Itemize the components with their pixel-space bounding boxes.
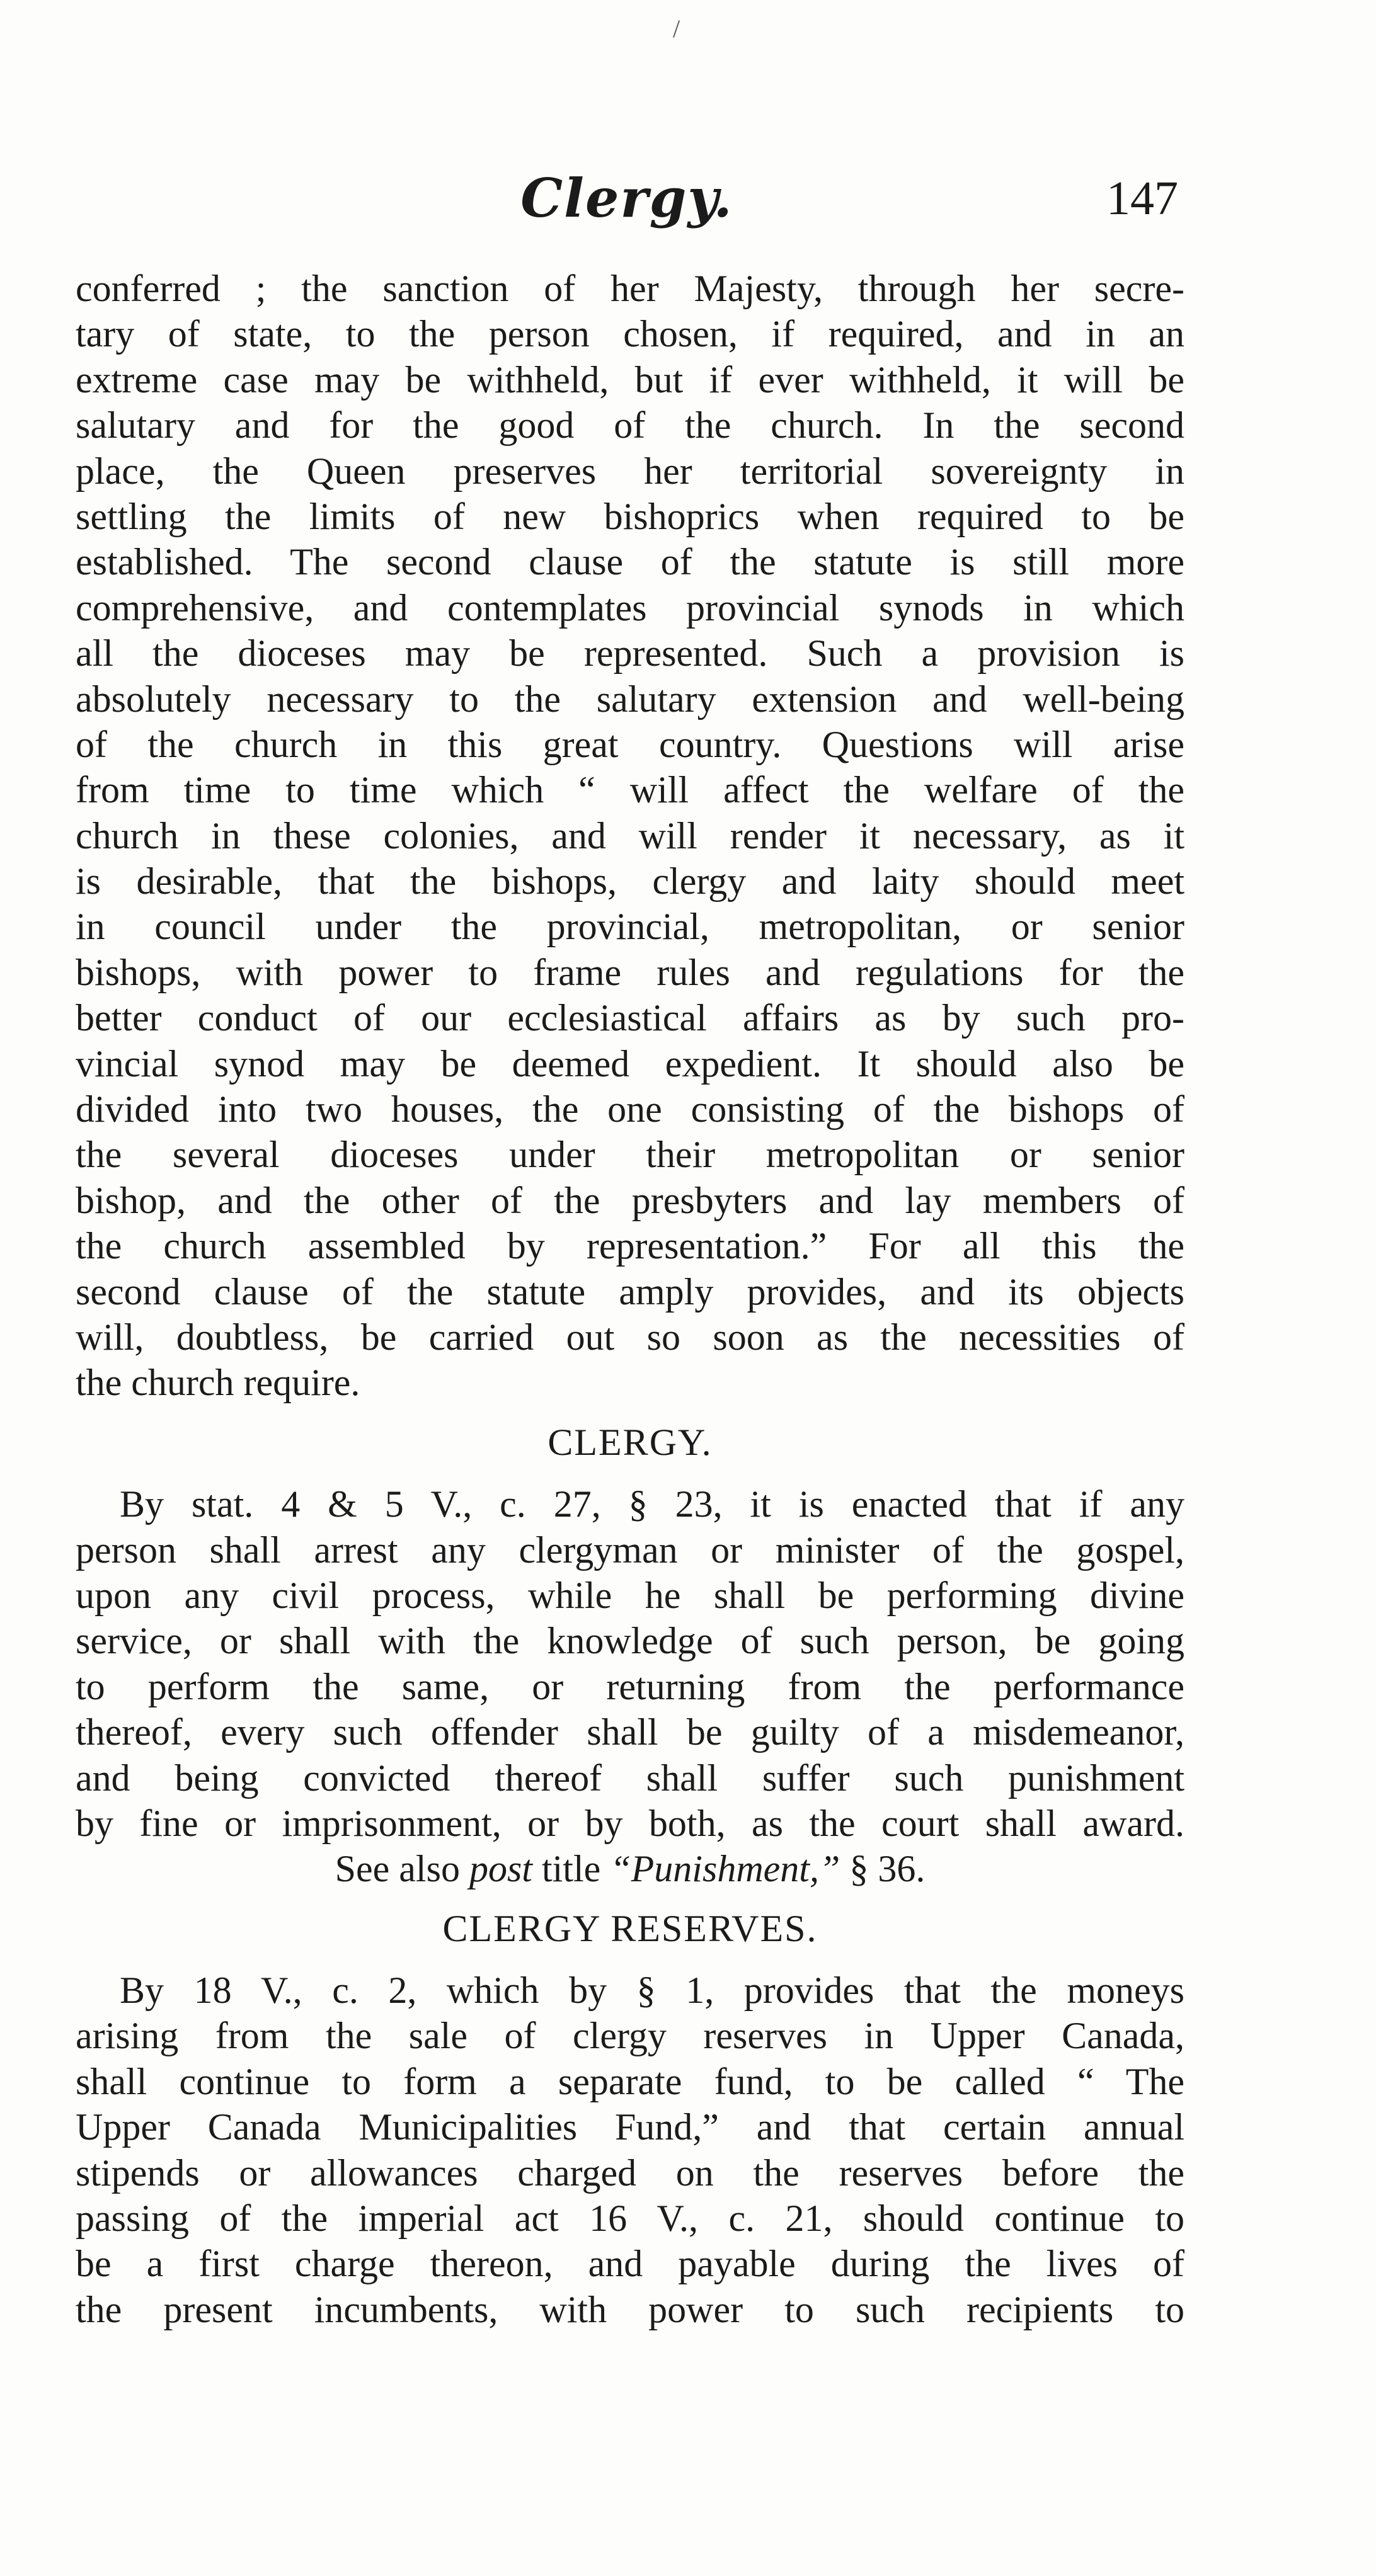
- margin-mark: /: [673, 14, 680, 43]
- text-line: passing of the imperial act 16 V., c. 21, should continue to: [76, 2197, 1184, 2240]
- text-line: bishop, and the other of the presbyters and lay members of: [76, 1179, 1184, 1221]
- see-also-mid: title: [532, 1848, 611, 1890]
- text-line: be a first charge thereon, and payable during the lives of: [76, 2243, 1184, 2285]
- page-number: 147: [1106, 172, 1178, 225]
- text-line: the present incumbents, with power to such recipients to: [76, 2288, 1184, 2330]
- text-line: person shall arrest any clergyman or minister of the gospel,: [76, 1529, 1184, 1571]
- text-line: thereof, every such offender shall be guilty of a misdemeanor,: [76, 1711, 1184, 1753]
- text-line: second clause of the statute amply provides, and its objects: [76, 1270, 1184, 1313]
- text-line: arising from the sale of clergy reserves in Upper Canada,: [76, 2015, 1184, 2057]
- text-line: bishops, with power to frame rules and regulations for the: [76, 951, 1184, 993]
- paragraph-clergy: [76, 1481, 1184, 1892]
- text-line: church in these colonies, and will render it necessary, as it: [76, 814, 1184, 857]
- text-line: is desirable, that the bishops, clergy and laity should meet: [76, 860, 1184, 903]
- see-also-title: “Punishment,”: [610, 1848, 840, 1890]
- text-line: By stat. 4 & 5 V., c. 27, § 23, it is enacted that if any: [120, 1483, 1184, 1525]
- text-line: from time to time which “ will affect the welfare of the: [76, 769, 1184, 811]
- section-heading-clergy-reserves: CLERGY RESERVES.: [442, 1907, 818, 1949]
- text-line: absolutely necessary to the salutary extension and well-being: [76, 678, 1184, 720]
- text-line: conferred ; the sanction of her Majesty, through her secre-: [76, 268, 1184, 309]
- running-head: [76, 167, 1178, 230]
- text-line: vincial synod may be deemed expedient. It should also be: [76, 1042, 1184, 1085]
- text-line: of the church in this great country. Questions will arise: [76, 723, 1184, 765]
- text-line: the several dioceses under their metropolitan or senior: [76, 1134, 1184, 1176]
- see-also-suffix: § 36.: [840, 1848, 926, 1890]
- body-text: [76, 266, 1184, 2332]
- text-line: all the dioceses may be represented. Such a provision is: [76, 632, 1184, 675]
- text-line: Upper Canada Municipalities Fund,” and that certain annual: [76, 2106, 1184, 2148]
- text-line: By 18 V., c. 2, which by § 1, provides that the moneys: [120, 1969, 1184, 2012]
- text-line: and being convicted thereof shall suffer such punishment: [76, 1757, 1184, 1799]
- text-line: better conduct of our ecclesiastical affairs as by such pro-: [76, 997, 1184, 1039]
- text-line: service, or shall with the knowledge of such person, be going: [76, 1620, 1184, 1662]
- text-line: upon any civil process, while he shall be performing divine: [76, 1574, 1184, 1616]
- text-line: will, doubtless, be carried out so soon as the necessities of: [76, 1316, 1184, 1358]
- text-line: to perform the same, or returning from the performance: [76, 1665, 1184, 1707]
- text-line: stipends or allowances charged on the reserves before the: [76, 2151, 1184, 2194]
- text-line: in council under the provincial, metropolitan, or senior: [76, 906, 1184, 948]
- text-line: divided into two houses, the one consisting of the bishops of: [76, 1088, 1184, 1131]
- text-line: settling the limits of new bishoprics when required to be: [76, 495, 1184, 537]
- paragraph-clergy-reserves: [76, 1968, 1184, 2332]
- text-line: shall continue to form a separate fund, to be called “ The: [76, 2060, 1184, 2102]
- text-line: place, the Queen preserves her territorial sovereignty in: [76, 450, 1184, 492]
- see-also-post: post: [469, 1848, 532, 1890]
- text-line: extreme case may be withheld, but if ever withheld, it will be: [76, 358, 1184, 401]
- text-line: by fine or imprisonment, or by both, as the court shall award.: [76, 1802, 1184, 1844]
- see-also-reference: [76, 1846, 1184, 1891]
- text-line: established. The second clause of the statute is still more: [76, 541, 1184, 583]
- see-also-prefix: See also: [335, 1848, 469, 1890]
- paragraph-continued: [76, 266, 1184, 1406]
- text-line: the church require.: [76, 1362, 360, 1404]
- text-line: comprehensive, and contemplates provincial synods in which: [76, 586, 1184, 629]
- running-title: Clergy.: [520, 167, 733, 229]
- text-line: the church assembled by representation.” For all this the: [76, 1225, 1184, 1267]
- section-heading-clergy: CLERGY.: [548, 1421, 713, 1463]
- text-line: tary of state, to the person chosen, if required, and in an: [76, 313, 1184, 355]
- text-line: salutary and for the good of the church. In the second: [76, 404, 1184, 447]
